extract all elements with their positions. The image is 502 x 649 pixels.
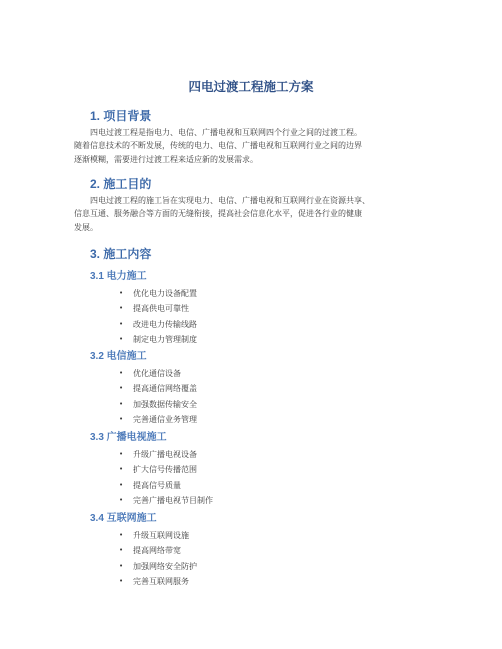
section-paragraph-background	[74, 126, 430, 166]
list-item: • 提高网络带宽	[0, 543, 502, 558]
paragraph-line: 四电过渡工程是指电力、电信、广播电视和互联网四个行业之间的过渡工程。	[90, 128, 362, 137]
paragraph-line: 四电过渡工程的施工旨在实现电力、电信、广播电视和互联网行业在资源共享、	[90, 196, 370, 205]
list-item: • 改进电力传输线路	[0, 317, 502, 332]
bullet-icon: •	[119, 414, 124, 423]
bullet-icon: •	[119, 450, 124, 458]
bullet-icon: •	[119, 561, 124, 570]
bullet-icon: •	[119, 546, 124, 555]
subsection-heading-power: 3.1 电力施工	[90, 271, 147, 282]
bullet-icon: •	[119, 289, 124, 297]
paragraph-line: 逐渐模糊，需要进行过渡工程来适应新的发展需求。	[74, 154, 258, 164]
bullet-list-power	[0, 286, 502, 347]
bullet-icon: •	[119, 399, 124, 408]
bullet-icon: •	[119, 334, 124, 343]
list-item: • 提高通信网络覆盖	[0, 381, 502, 396]
bullet-icon: •	[119, 384, 124, 393]
bullet-icon: •	[119, 480, 124, 489]
bullet-icon: •	[119, 319, 124, 328]
paragraph-line: 信息互通、服务融合等方面的无缝衔接，提高社会信息化水平，促进各行业的健康	[74, 209, 362, 219]
subsection-heading-internet: 3.4 互联网施工	[90, 513, 157, 524]
section-heading-content: 3. 施工内容	[90, 247, 152, 261]
section-heading-background: 1. 项目背景	[90, 109, 152, 123]
list-item: • 完善互联网服务	[0, 574, 502, 589]
bullet-icon: •	[119, 495, 124, 504]
document-title: 四电过渡工程施工方案	[188, 79, 314, 94]
bullet-list-internet	[0, 528, 502, 589]
list-item: • 加强数据传输安全	[0, 397, 502, 412]
section-paragraph-purpose	[74, 194, 430, 234]
subsection-heading-broadcast: 3.3 广播电视施工	[90, 432, 167, 443]
list-item: • 优化电力设备配置	[0, 286, 502, 301]
bullet-icon: •	[119, 304, 124, 313]
list-item: • 提高供电可靠性	[0, 301, 502, 316]
paragraph-line: 随着信息技术的不断发展，传统的电力、电信、广播电视和互联网行业之间的边界	[74, 141, 362, 151]
list-item: • 提高信号质量	[0, 478, 502, 493]
list-item: • 扩大信号传播范围	[0, 462, 502, 477]
bullet-list-broadcast	[0, 447, 502, 508]
list-item: • 优化通信设备	[0, 366, 502, 381]
bullet-icon: •	[119, 576, 124, 585]
list-item: • 加强网络安全防护	[0, 559, 502, 574]
bullet-icon: •	[119, 369, 124, 377]
list-item: • 升级广播电视设备	[0, 447, 502, 462]
list-item: • 完善广播电视节目制作	[0, 493, 502, 508]
bullet-list-telecom	[0, 366, 502, 427]
section-heading-purpose: 2. 施工目的	[90, 177, 152, 191]
list-item: • 完善通信业务管理	[0, 412, 502, 427]
bullet-icon: •	[119, 531, 124, 539]
paragraph-line: 发展。	[74, 222, 98, 232]
list-item: • 制定电力管理制度	[0, 332, 502, 347]
bullet-icon: •	[119, 465, 124, 474]
subsection-heading-telecom: 3.2 电信施工	[90, 351, 147, 362]
list-item: • 升级互联网设施	[0, 528, 502, 543]
